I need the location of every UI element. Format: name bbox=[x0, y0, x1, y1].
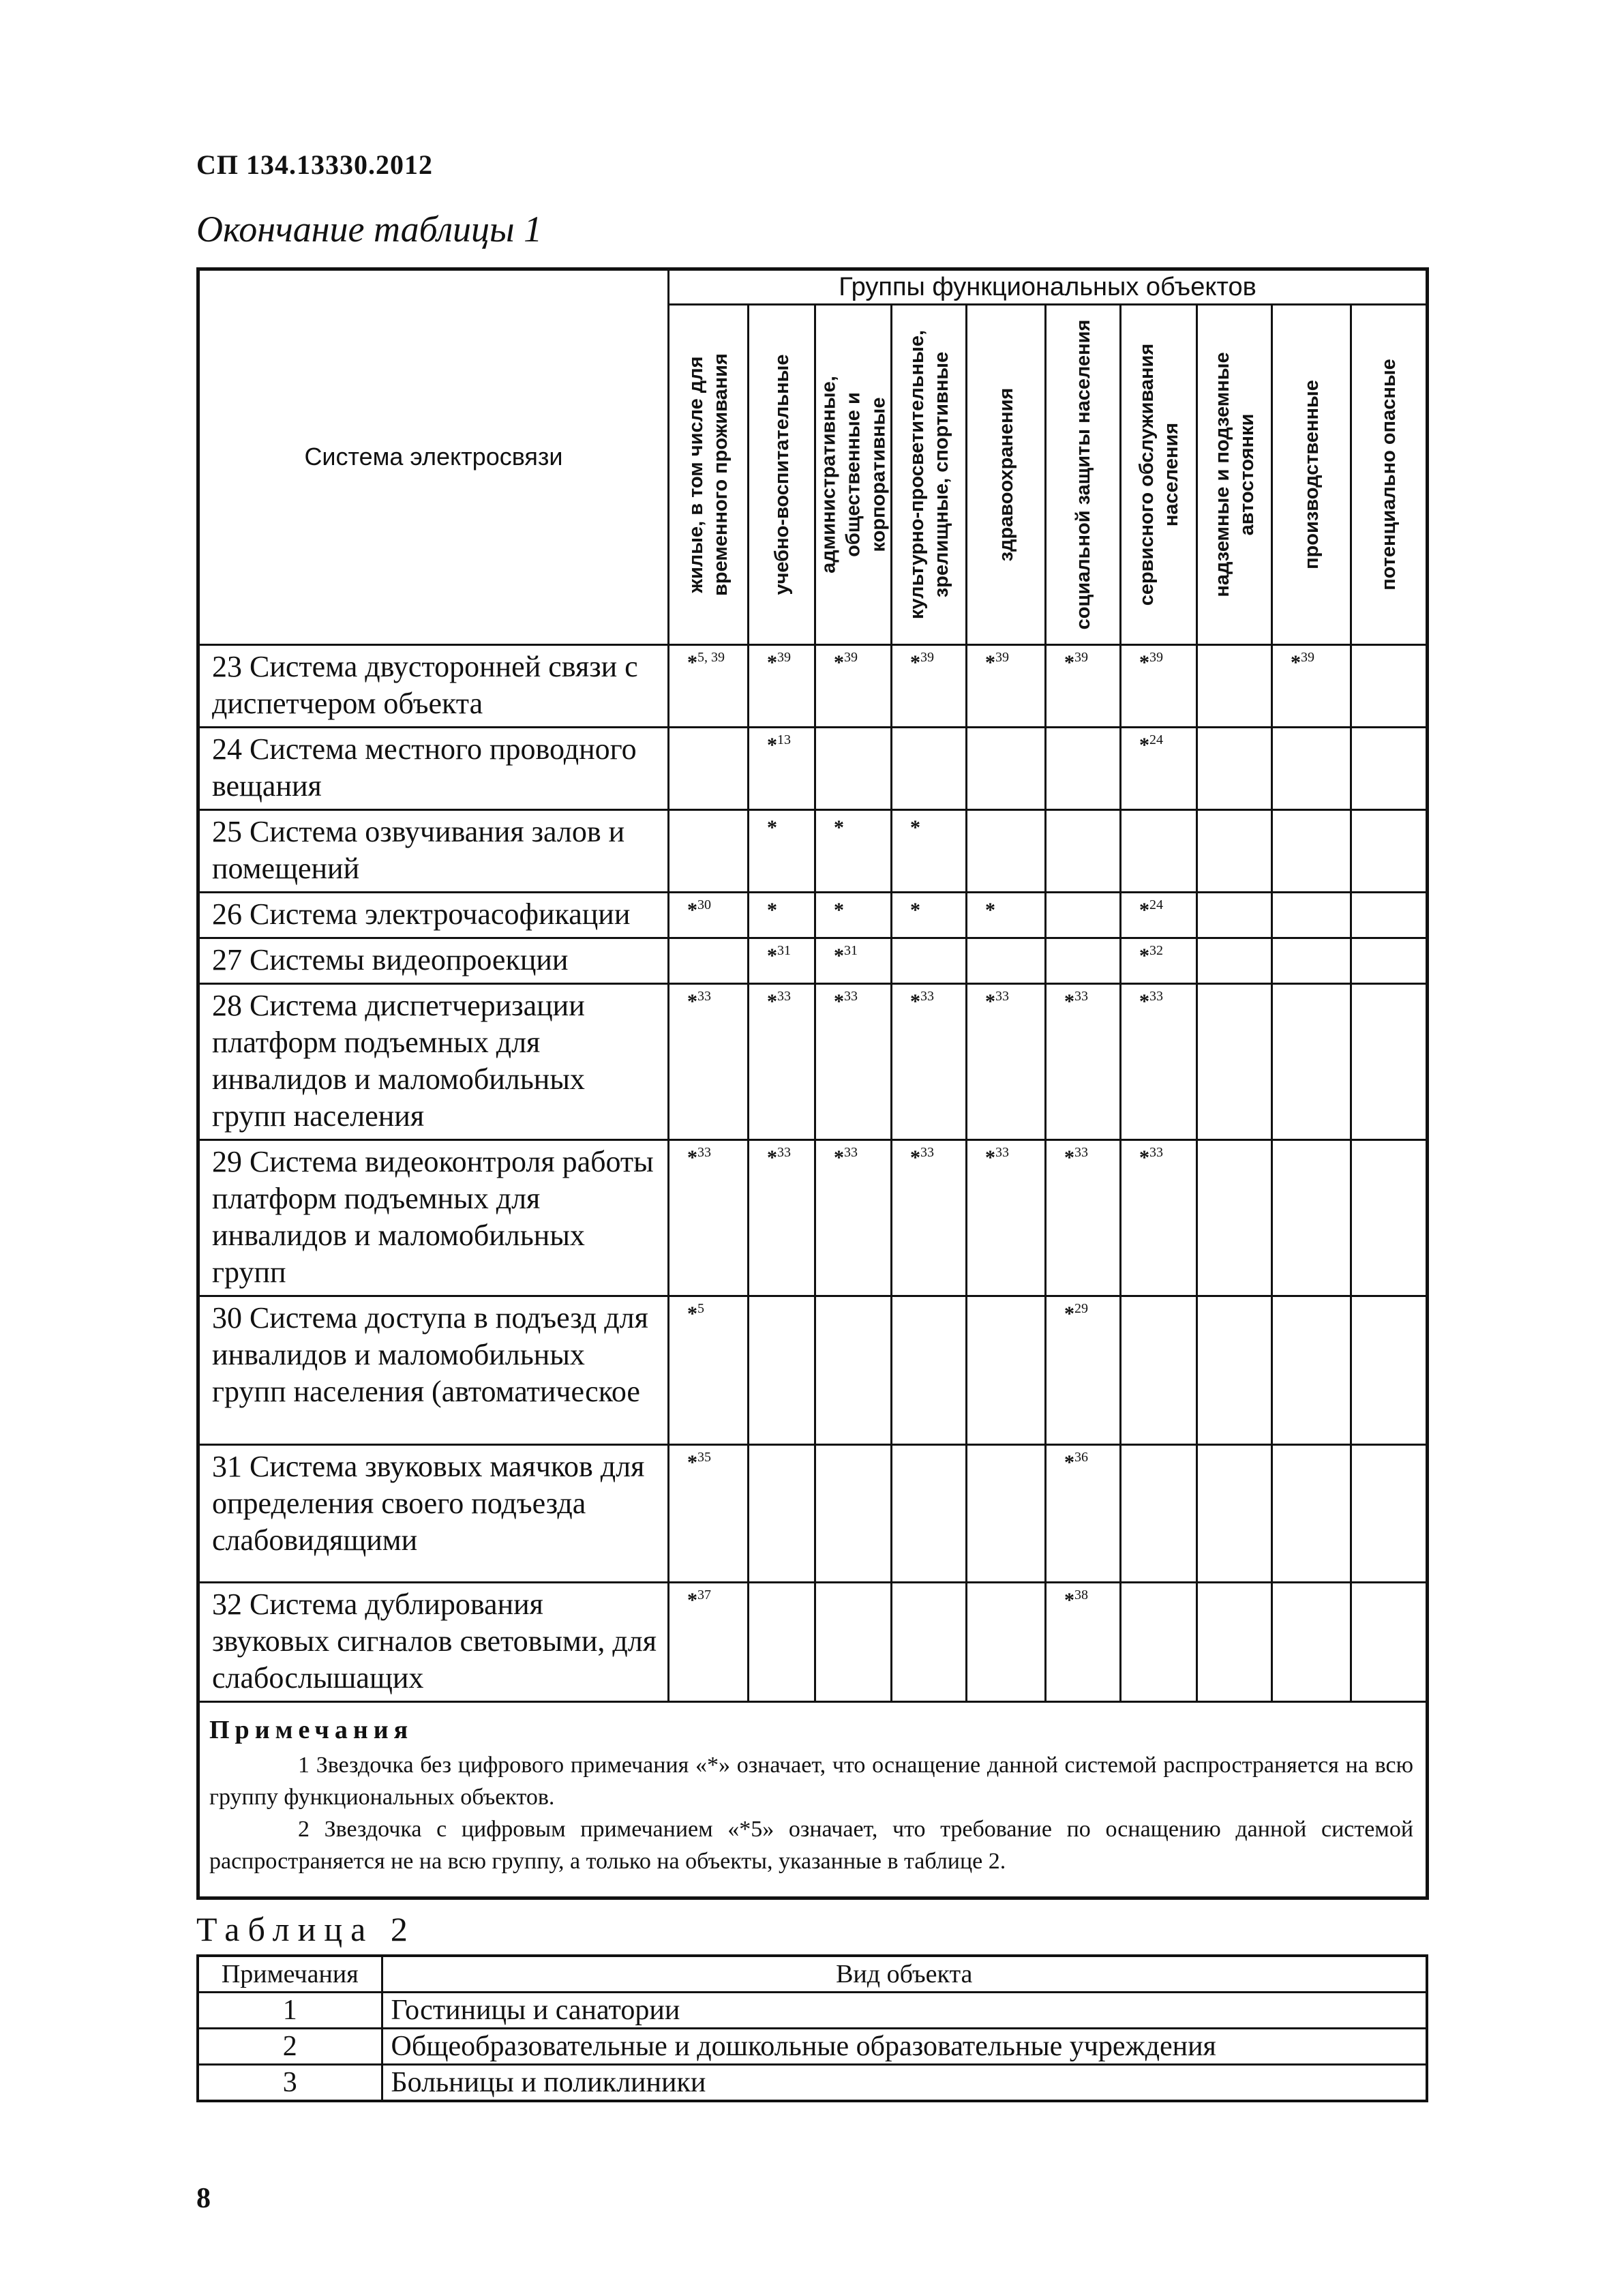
asterisk-mark: * bbox=[985, 990, 995, 1013]
group-mark-cell bbox=[1272, 1445, 1351, 1583]
group-mark-cell bbox=[749, 645, 815, 728]
group-mark-cell bbox=[1121, 645, 1197, 728]
group-mark-cell bbox=[1121, 810, 1197, 893]
group-column-label: производственные bbox=[1300, 380, 1323, 569]
system-name: 23 Система двусторонней связи с диспетчером объекта bbox=[198, 645, 669, 728]
group-mark-cell bbox=[1197, 984, 1272, 1140]
group-mark-cell bbox=[1272, 938, 1351, 984]
group-mark-cell bbox=[1197, 1140, 1272, 1296]
group-mark-cell bbox=[1046, 728, 1121, 810]
group-mark-cell bbox=[669, 938, 749, 984]
table-2-caption: Таблица 2 bbox=[196, 1910, 416, 1948]
asterisk-mark: * bbox=[834, 990, 844, 1013]
footnote-ref: 32 bbox=[1149, 943, 1163, 958]
table-2-num: 1 bbox=[198, 1993, 382, 2029]
group-mark-cell bbox=[1272, 1583, 1351, 1702]
group-mark-cell bbox=[967, 1296, 1046, 1445]
table-row bbox=[198, 1445, 1428, 1583]
group-mark-cell bbox=[967, 984, 1046, 1140]
table-row bbox=[198, 938, 1428, 984]
group-mark-cell bbox=[1197, 938, 1272, 984]
group-mark-cell bbox=[669, 1445, 749, 1583]
group-mark-cell bbox=[1046, 1296, 1121, 1445]
group-mark-cell bbox=[815, 1140, 892, 1296]
group-mark-cell bbox=[749, 1445, 815, 1583]
asterisk-mark: * bbox=[1291, 651, 1301, 674]
asterisk-mark: * bbox=[767, 651, 777, 674]
asterisk-mark: * bbox=[687, 1146, 697, 1169]
asterisk-mark: * bbox=[767, 1146, 777, 1169]
group-column-header bbox=[967, 305, 1046, 645]
group-mark-cell bbox=[1046, 984, 1121, 1140]
group-column-header bbox=[1272, 305, 1351, 645]
group-mark-cell bbox=[1121, 893, 1197, 938]
group-mark-cell bbox=[1046, 810, 1121, 893]
asterisk-mark: * bbox=[687, 1302, 697, 1325]
table-2-notes-header: Примечания bbox=[198, 1956, 382, 1993]
footnote-ref: 33 bbox=[844, 1145, 858, 1160]
group-column-label: потенциально опасные bbox=[1377, 359, 1400, 591]
group-mark-cell bbox=[892, 1296, 967, 1445]
asterisk-mark: * bbox=[1064, 990, 1074, 1013]
table-2-type: Общеобразовательные и дошкольные образовательные учреждения bbox=[382, 2029, 1427, 2065]
group-column-header bbox=[749, 305, 815, 645]
group-mark-cell bbox=[892, 938, 967, 984]
group-mark-cell bbox=[1351, 893, 1428, 938]
asterisk-mark: * bbox=[687, 651, 697, 674]
group-mark-cell bbox=[669, 810, 749, 893]
asterisk-mark: * bbox=[910, 651, 920, 674]
table-2-type-header: Вид объекта bbox=[382, 1956, 1427, 1993]
table-1-body bbox=[198, 645, 1428, 1702]
group-mark-cell bbox=[669, 984, 749, 1140]
group-mark-cell bbox=[669, 1583, 749, 1702]
system-name: 24 Система местного проводного вещания bbox=[198, 728, 669, 810]
footnote-ref: 33 bbox=[844, 989, 858, 1004]
footnote-ref: 24 bbox=[1149, 897, 1163, 912]
group-mark-cell bbox=[749, 810, 815, 893]
asterisk-mark: * bbox=[985, 651, 995, 674]
table-2-num: 3 bbox=[198, 2065, 382, 2102]
footnote-ref: 39 bbox=[844, 650, 858, 665]
footnote-ref: 33 bbox=[777, 989, 791, 1004]
asterisk-mark: * bbox=[687, 899, 697, 921]
group-column-label: жилые, в том числе для временного проживания bbox=[684, 353, 732, 596]
group-mark-cell bbox=[749, 984, 815, 1140]
asterisk-mark: * bbox=[1064, 1451, 1074, 1474]
system-name: 27 Системы видеопроекции bbox=[198, 938, 669, 984]
footnote-ref: 31 bbox=[844, 943, 858, 958]
group-mark-cell bbox=[1272, 645, 1351, 728]
group-mark-cell bbox=[1197, 1583, 1272, 1702]
group-mark-cell bbox=[892, 1583, 967, 1702]
table-row bbox=[198, 1993, 1427, 2029]
group-column-header bbox=[1351, 305, 1428, 645]
asterisk-mark: * bbox=[767, 899, 777, 921]
group-mark-cell bbox=[1351, 810, 1428, 893]
group-column-header bbox=[1197, 305, 1272, 645]
group-mark-cell bbox=[1121, 984, 1197, 1140]
table-row bbox=[198, 645, 1428, 728]
asterisk-mark: * bbox=[834, 816, 844, 839]
group-mark-cell bbox=[967, 893, 1046, 938]
footnote-ref: 33 bbox=[697, 989, 711, 1004]
table-2-num: 2 bbox=[198, 2029, 382, 2065]
asterisk-mark: * bbox=[767, 816, 777, 839]
group-mark-cell bbox=[749, 728, 815, 810]
group-column-label: сервисного обслуживания населения bbox=[1135, 343, 1182, 606]
table-row bbox=[198, 1296, 1428, 1445]
page-number: 8 bbox=[196, 2183, 211, 2214]
group-mark-cell bbox=[1121, 1583, 1197, 1702]
group-mark-cell bbox=[1351, 1296, 1428, 1445]
system-name: 26 Система электрочасофикации bbox=[198, 893, 669, 938]
table-row bbox=[198, 2029, 1427, 2065]
asterisk-mark: * bbox=[1064, 1302, 1074, 1325]
group-mark-cell bbox=[1351, 938, 1428, 984]
footnote-ref: 39 bbox=[1149, 650, 1163, 665]
note-1: 1 Звездочка без цифрового примечания «*» означает, что оснащение данной системой распространяется на всю группу функциональных объектов. bbox=[209, 1753, 1414, 1810]
group-mark-cell bbox=[1121, 728, 1197, 810]
footnote-ref: 39 bbox=[920, 650, 934, 665]
group-mark-cell bbox=[1272, 984, 1351, 1140]
table-2-header-row bbox=[198, 1956, 1427, 1993]
table-row bbox=[198, 728, 1428, 810]
footnote-ref: 39 bbox=[995, 650, 1009, 665]
footnote-ref: 33 bbox=[1149, 1145, 1163, 1160]
system-name: 28 Система диспетчеризации платформ подъемных для инвалидов и маломобильных групп населения bbox=[198, 984, 669, 1140]
asterisk-mark: * bbox=[687, 990, 697, 1013]
group-mark-cell bbox=[1197, 645, 1272, 728]
group-mark-cell bbox=[749, 893, 815, 938]
group-mark-cell bbox=[892, 893, 967, 938]
footnote-ref: 33 bbox=[1074, 1145, 1088, 1160]
table-2 bbox=[196, 1954, 1428, 2102]
footnote-ref: 37 bbox=[697, 1587, 711, 1602]
footnote-ref: 39 bbox=[1074, 650, 1088, 665]
footnote-ref: 35 bbox=[697, 1450, 711, 1465]
group-mark-cell bbox=[1197, 728, 1272, 810]
group-mark-cell bbox=[749, 1583, 815, 1702]
asterisk-mark: * bbox=[910, 816, 920, 839]
group-mark-cell bbox=[1046, 1583, 1121, 1702]
footnote-ref: 33 bbox=[777, 1145, 791, 1160]
asterisk-mark: * bbox=[767, 944, 777, 967]
group-column-header bbox=[815, 305, 892, 645]
footnote-ref: 33 bbox=[1074, 989, 1088, 1004]
group-mark-cell bbox=[1351, 1140, 1428, 1296]
group-mark-cell bbox=[1272, 810, 1351, 893]
asterisk-mark: * bbox=[1064, 1146, 1074, 1169]
group-mark-cell bbox=[815, 645, 892, 728]
group-mark-cell bbox=[1351, 984, 1428, 1140]
group-mark-cell bbox=[1351, 728, 1428, 810]
group-column-header bbox=[1046, 305, 1121, 645]
group-mark-cell bbox=[892, 984, 967, 1140]
note-2: 2 Звездочка с цифровым примечанием «*5» означает, что требование по оснащению данной системой распространяется не на всю группу, а только на объекты, указанные в таблице 2. bbox=[209, 1817, 1414, 1874]
footnote-ref: 33 bbox=[995, 989, 1009, 1004]
system-name: 30 Система доступа в подъезд для инвалидов и маломобильных групп населения (автоматическое bbox=[198, 1296, 669, 1445]
group-mark-cell bbox=[815, 810, 892, 893]
table-row bbox=[198, 1140, 1428, 1296]
group-mark-cell bbox=[749, 938, 815, 984]
footnote-ref: 30 bbox=[697, 897, 711, 912]
table-row bbox=[198, 2065, 1427, 2102]
asterisk-mark: * bbox=[1064, 651, 1074, 674]
footnote-ref: 33 bbox=[920, 1145, 934, 1160]
asterisk-mark: * bbox=[1139, 899, 1149, 921]
table-row bbox=[198, 893, 1428, 938]
group-mark-cell bbox=[967, 1583, 1046, 1702]
group-mark-cell bbox=[815, 1296, 892, 1445]
group-mark-cell bbox=[1046, 645, 1121, 728]
group-column-label: учебно-воспитательные bbox=[770, 354, 793, 595]
footnote-ref: 5, 39 bbox=[697, 650, 725, 665]
asterisk-mark: * bbox=[1139, 1146, 1149, 1169]
footnote-ref: 39 bbox=[777, 650, 791, 665]
footnote-ref: 29 bbox=[1074, 1301, 1088, 1316]
table-notes bbox=[198, 1702, 1428, 1898]
group-mark-cell bbox=[1121, 938, 1197, 984]
group-column-header bbox=[669, 305, 749, 645]
group-mark-cell bbox=[967, 938, 1046, 984]
notes-title: Примечания bbox=[209, 1716, 414, 1744]
group-mark-cell bbox=[1351, 1445, 1428, 1583]
footnote-ref: 38 bbox=[1074, 1587, 1088, 1602]
group-mark-cell bbox=[669, 645, 749, 728]
asterisk-mark: * bbox=[985, 899, 995, 921]
footnote-ref: 39 bbox=[1301, 650, 1314, 665]
group-mark-cell bbox=[967, 645, 1046, 728]
group-mark-cell bbox=[1046, 1445, 1121, 1583]
group-mark-cell bbox=[749, 1140, 815, 1296]
group-mark-cell bbox=[669, 1296, 749, 1445]
asterisk-mark: * bbox=[985, 1146, 995, 1169]
group-mark-cell bbox=[967, 1140, 1046, 1296]
groups-header: Группы функциональных объектов bbox=[669, 269, 1428, 305]
footnote-ref: 33 bbox=[697, 1145, 711, 1160]
group-mark-cell bbox=[1046, 893, 1121, 938]
table-continuation-title: Окончание таблицы 1 bbox=[196, 209, 543, 250]
system-name: 32 Система дублирования звуковых сигналов световыми, для слабослышащих bbox=[198, 1583, 669, 1702]
table-2-type: Больницы и поликлиники bbox=[382, 2065, 1427, 2102]
system-name: 25 Система озвучивания залов и помещений bbox=[198, 810, 669, 893]
footnote-ref: 24 bbox=[1149, 732, 1163, 747]
asterisk-mark: * bbox=[910, 990, 920, 1013]
group-mark-cell bbox=[1351, 1583, 1428, 1702]
group-mark-cell bbox=[892, 728, 967, 810]
group-mark-cell bbox=[892, 645, 967, 728]
group-mark-cell bbox=[1046, 1140, 1121, 1296]
group-column-label: административные, общественные и корпоративные bbox=[817, 376, 889, 573]
footnote-ref: 33 bbox=[995, 1145, 1009, 1160]
asterisk-mark: * bbox=[1064, 1589, 1074, 1611]
group-column-label: надземные и подземные автостоянки bbox=[1211, 352, 1258, 597]
group-column-header bbox=[892, 305, 967, 645]
asterisk-mark: * bbox=[834, 651, 844, 674]
group-mark-cell bbox=[1197, 810, 1272, 893]
group-mark-cell bbox=[669, 1140, 749, 1296]
group-mark-cell bbox=[1121, 1445, 1197, 1583]
footnote-ref: 33 bbox=[1149, 989, 1163, 1004]
asterisk-mark: * bbox=[1139, 944, 1149, 967]
group-mark-cell bbox=[967, 728, 1046, 810]
footnote-ref: 36 bbox=[1074, 1450, 1088, 1465]
group-mark-cell bbox=[1272, 1140, 1351, 1296]
asterisk-mark: * bbox=[910, 1146, 920, 1169]
group-mark-cell bbox=[815, 984, 892, 1140]
group-column-label: здравоохранения bbox=[995, 387, 1017, 562]
group-mark-cell bbox=[1351, 645, 1428, 728]
group-mark-cell bbox=[1272, 1296, 1351, 1445]
group-mark-cell bbox=[892, 810, 967, 893]
group-mark-cell bbox=[669, 893, 749, 938]
group-mark-cell bbox=[669, 728, 749, 810]
asterisk-mark: * bbox=[1139, 651, 1149, 674]
group-mark-cell bbox=[1197, 1296, 1272, 1445]
asterisk-mark: * bbox=[1139, 990, 1149, 1013]
group-mark-cell bbox=[815, 938, 892, 984]
group-mark-cell bbox=[1197, 1445, 1272, 1583]
asterisk-mark: * bbox=[834, 899, 844, 921]
group-mark-cell bbox=[892, 1140, 967, 1296]
table-1 bbox=[196, 267, 1429, 1900]
group-column-header bbox=[1121, 305, 1197, 645]
asterisk-mark: * bbox=[910, 899, 920, 921]
footnote-ref: 13 bbox=[777, 732, 791, 747]
table-2-type: Гостиницы и санатории bbox=[382, 1993, 1427, 2029]
group-mark-cell bbox=[1197, 893, 1272, 938]
asterisk-mark: * bbox=[834, 1146, 844, 1169]
group-mark-cell bbox=[967, 810, 1046, 893]
group-column-label: культурно-просветительные, зрелищные, спортивные bbox=[905, 329, 952, 620]
system-name: 31 Система звуковых маячков для определения своего подъезда слабовидящими bbox=[198, 1445, 669, 1583]
asterisk-mark: * bbox=[687, 1451, 697, 1474]
asterisk-mark: * bbox=[834, 944, 844, 967]
document-code: СП 134.13330.2012 bbox=[196, 149, 433, 180]
asterisk-mark: * bbox=[767, 734, 777, 756]
group-mark-cell bbox=[967, 1445, 1046, 1583]
group-mark-cell bbox=[1121, 1296, 1197, 1445]
footnote-ref: 5 bbox=[697, 1301, 704, 1316]
group-mark-cell bbox=[1272, 728, 1351, 810]
asterisk-mark: * bbox=[687, 1589, 697, 1611]
group-column-label: социальной защиты населения bbox=[1072, 319, 1094, 630]
asterisk-mark: * bbox=[1139, 734, 1149, 756]
group-mark-cell bbox=[1046, 938, 1121, 984]
group-mark-cell bbox=[1272, 893, 1351, 938]
group-mark-cell bbox=[892, 1445, 967, 1583]
table-row bbox=[198, 984, 1428, 1140]
system-column-header: Система электросвязи bbox=[198, 269, 669, 645]
group-mark-cell bbox=[749, 1296, 815, 1445]
table-row bbox=[198, 1583, 1428, 1702]
asterisk-mark: * bbox=[767, 990, 777, 1013]
group-mark-cell bbox=[1121, 1140, 1197, 1296]
footnote-ref: 33 bbox=[920, 989, 934, 1004]
table-row bbox=[198, 810, 1428, 893]
group-mark-cell bbox=[815, 893, 892, 938]
system-name: 29 Система видеоконтроля работы платформ подъемных для инвалидов и маломобильных групп bbox=[198, 1140, 669, 1296]
footnote-ref: 31 bbox=[777, 943, 791, 958]
group-mark-cell bbox=[815, 1583, 892, 1702]
group-mark-cell bbox=[815, 728, 892, 810]
group-mark-cell bbox=[815, 1445, 892, 1583]
